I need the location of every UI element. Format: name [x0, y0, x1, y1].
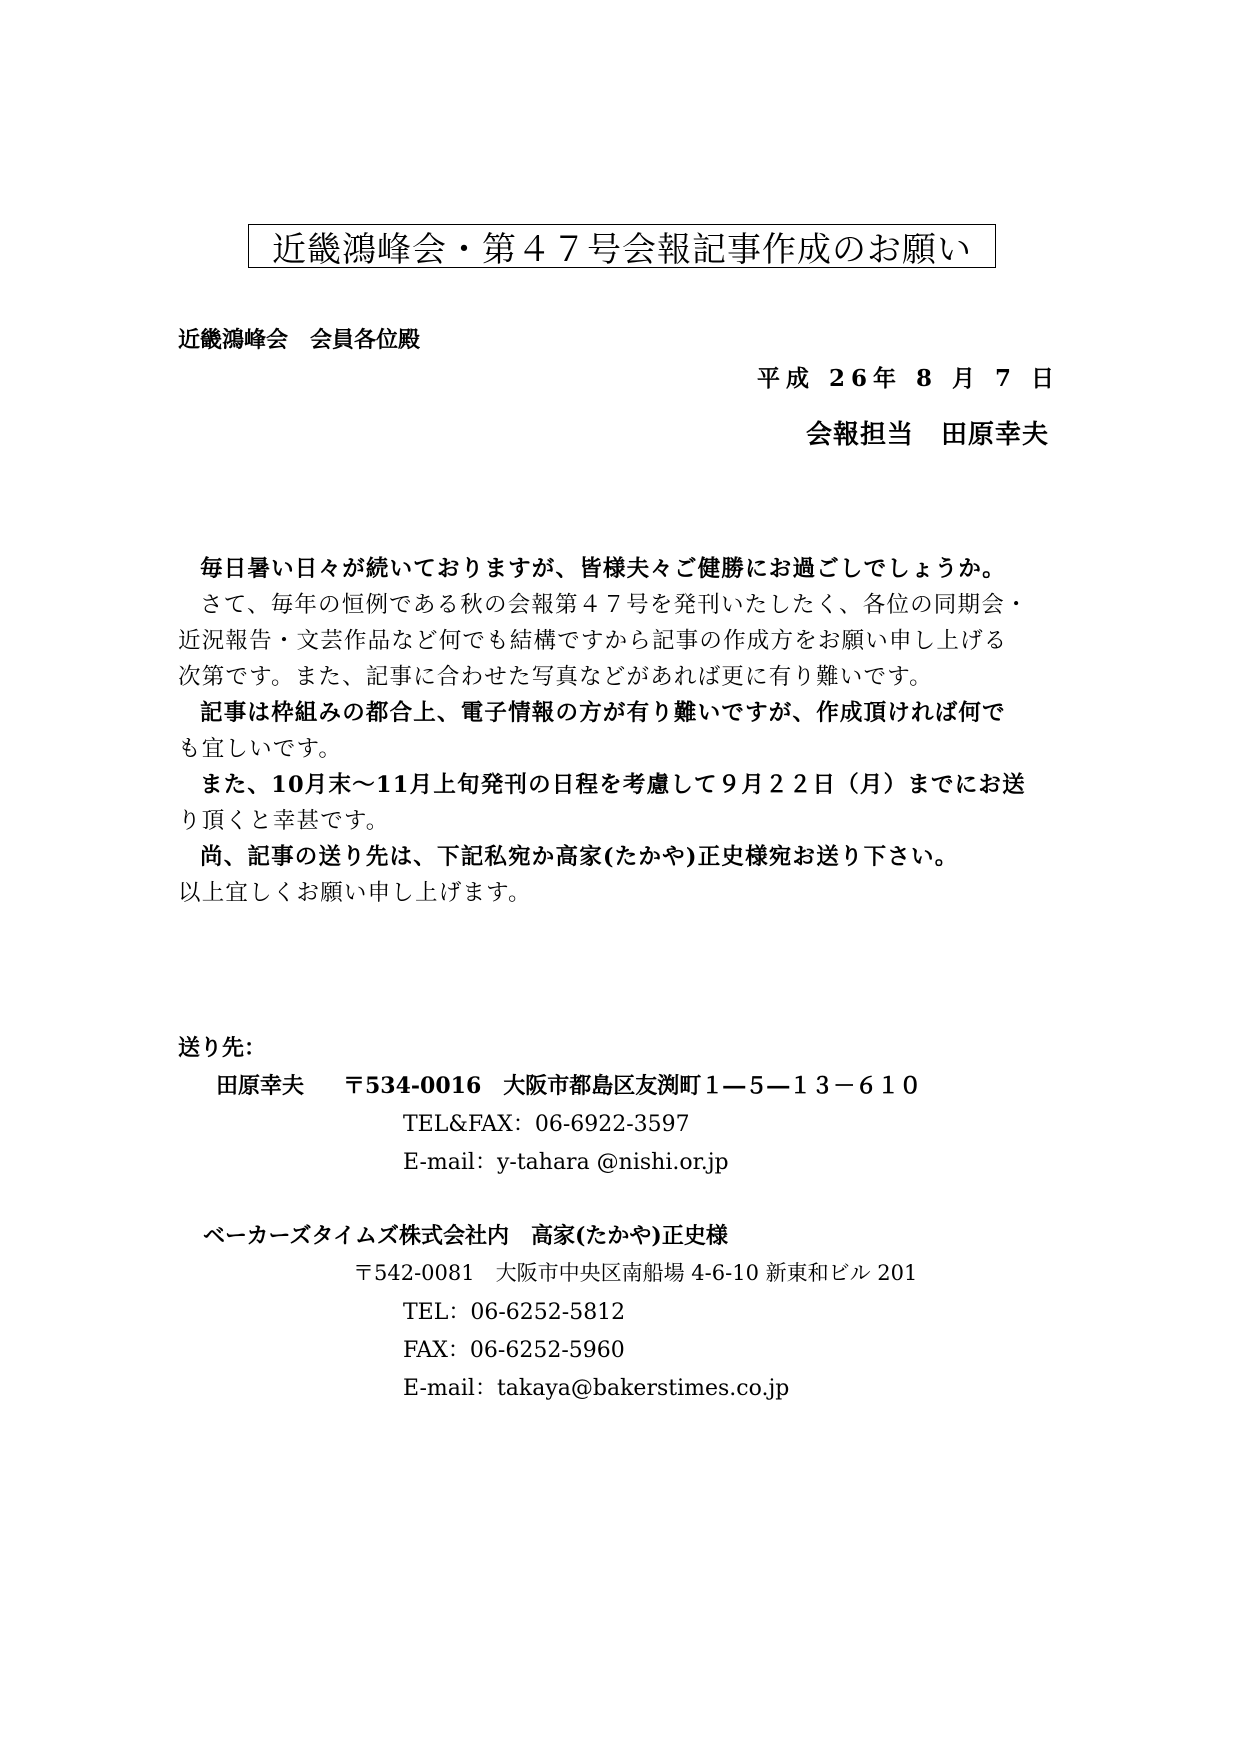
- body-line: も宜しいです。: [178, 736, 343, 762]
- document-title: [248, 224, 996, 268]
- body-line: さて、毎年の恒例である秋の会報第４７号を発刊いたしたく、各位の同期会・: [200, 592, 1029, 618]
- contact2-address: 〒542-0081 大阪市中央区南船場 4-6-10 新東和ビル 201: [353, 1261, 918, 1285]
- contact1-tel-fax: TEL&FAX：06-6922-3597: [403, 1112, 690, 1137]
- contact2-org-name: ベーカーズタイムズ株式会社内 高家(たかや)正史様: [203, 1223, 728, 1249]
- contact2-fax: FAX：06-6252-5960: [403, 1338, 625, 1363]
- body-line: 次第です。また、記事に合わせた写真などがあれば更に有り難いです。: [178, 664, 933, 690]
- recipient-line: 近畿鴻峰会 会員各位殿: [178, 327, 421, 353]
- body-line: 近況報告・文芸作品など何でも結構ですから記事の作成方をお願い申し上げる: [178, 628, 1008, 654]
- body-line: 毎日暑い日々が続いておりますが、皆様夫々ご健勝にお過ごしでしょうか。: [200, 556, 1006, 582]
- contact1-name: 田原幸夫: [216, 1073, 305, 1099]
- sender-line: 会報担当 田原幸夫: [805, 420, 1049, 450]
- contact2-tel: TEL：06-6252-5812: [403, 1300, 626, 1325]
- body-line: 記事は枠組みの都合上、電子情報の方が有り難いですが、作成頂ければ何で: [200, 700, 1006, 726]
- document-date: 平成 26年 8 月 7 日: [756, 365, 1060, 392]
- contact1-address: 〒534-0016 大阪市都島区友渕町１―５―１３－６１０: [343, 1073, 922, 1099]
- send-to-label: 送り先：: [178, 1035, 267, 1061]
- body-line: 尚、記事の送り先は、下記私宛か高家(たかや)正史様宛お送り下さい。: [200, 844, 959, 870]
- body-line: り頂くと幸甚です。: [178, 808, 390, 834]
- contact1-email: E-mail：y-tahara @nishi.or.jp: [403, 1150, 729, 1175]
- document-title-text: 近畿鴻峰会・第４７号会報記事作成のお願い: [272, 229, 972, 270]
- body-line: 以上宜しくお願い申し上げます。: [178, 880, 532, 906]
- contact2-email: E-mail：takaya@bakerstimes.co.jp: [403, 1376, 790, 1401]
- body-line: また、10月末～11月上旬発刊の日程を考慮して９月２２日（月）までにお送: [200, 772, 1026, 798]
